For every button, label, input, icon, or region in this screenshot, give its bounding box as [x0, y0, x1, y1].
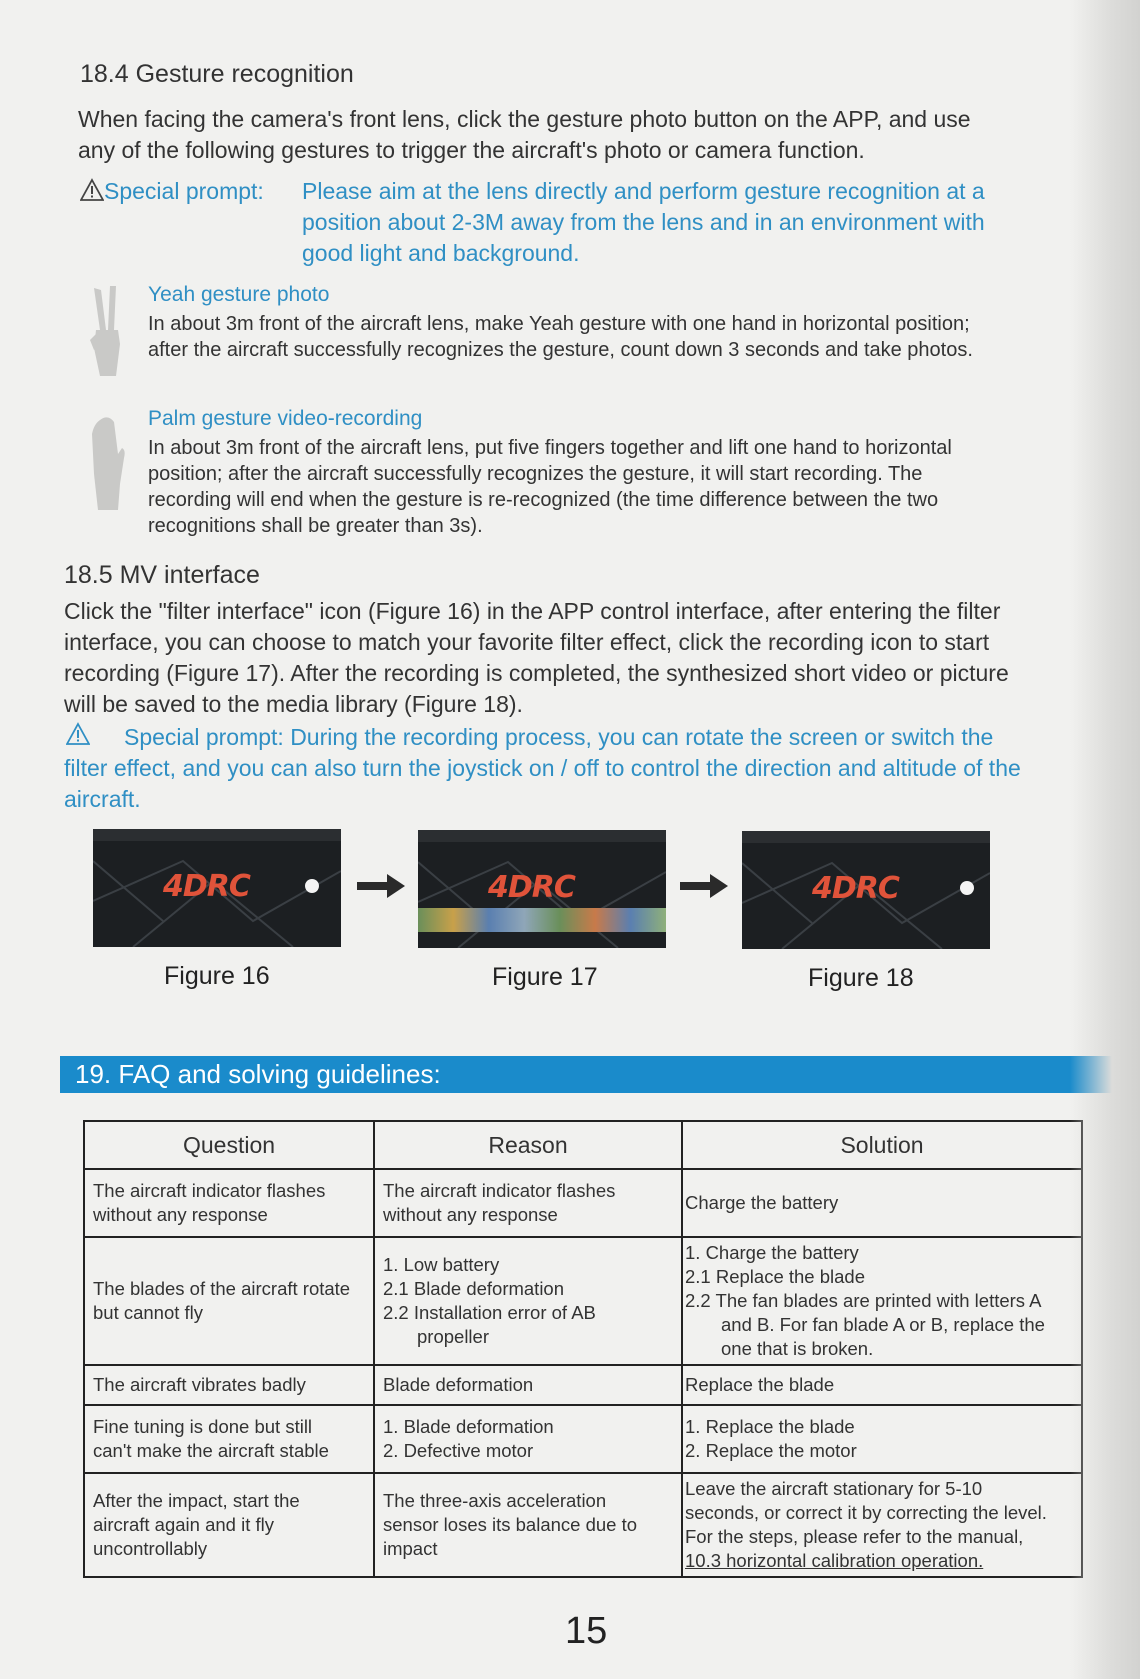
- table-row: [84, 1405, 1082, 1473]
- logo-4drc: 4DRC: [812, 871, 899, 906]
- question-cell: The blades of the aircraft rotate but cannot fly: [84, 1237, 374, 1365]
- header-reason: Reason: [374, 1121, 682, 1169]
- reason-cell: The aircraft indicator flashes without any response: [374, 1169, 682, 1237]
- prompt-label: Special prompt:: [104, 178, 264, 204]
- section-18-4-intro: When facing the camera's front lens, click the gesture photo button on the APP, and use any of the following gestures to trigger the aircraft's photo or camera function.: [78, 106, 971, 163]
- palm-gesture-text: In about 3m front of the aircraft lens, put five fingers together and lift one hand to horizontal position; after the aircraft successfully recognizes the gesture, it will start recording. The recording will end when the gesture is re-recognized (the time difference between the two recognitions shall be greater than 3s).: [148, 437, 952, 537]
- table-row: [84, 1473, 1082, 1577]
- header-solution: Solution: [682, 1121, 1082, 1169]
- table-row: [84, 1365, 1082, 1405]
- reason-cell: 1. Low battery 2.1 Blade deformation 2.2 Installation error of AB propeller: [374, 1237, 682, 1365]
- record-button-icon: [960, 881, 974, 895]
- header-question: Question: [84, 1121, 374, 1169]
- faq-header-row: [84, 1121, 1082, 1169]
- palm-gesture-title: Palm gesture video-recording: [148, 407, 423, 430]
- warning-icon: [80, 178, 104, 202]
- question-cell: Fine tuning is done but still can't make the aircraft stable: [84, 1405, 374, 1473]
- solution-cell: 1. Charge the battery 2.1 Replace the blade 2.2 The fan blades are printed with letters A and B. For fan blade A or B, replace the one that is broken.: [682, 1237, 1082, 1365]
- yeah-gesture-title: Yeah gesture photo: [148, 283, 330, 306]
- solution-cell: 1. Replace the blade 2. Replace the motor: [682, 1405, 1082, 1473]
- figure-16-image: [93, 829, 341, 947]
- page-number: 15: [565, 1610, 608, 1652]
- prompt-text-18-4: Please aim at the lens directly and perform gesture recognition at a position about 2-3M away from the lens and in an environment with good light and background.: [302, 178, 985, 266]
- reason-cell: The three-axis acceleration sensor loses its balance due to impact: [374, 1473, 682, 1577]
- solution-cell: Leave the aircraft stationary for 5-10 seconds, or correct it by correcting the level. For the steps, please refer to the manual, 10.3 horizontal calibration operation.: [682, 1473, 1082, 1577]
- yeah-gesture-icon: [86, 284, 128, 380]
- solution-cell: Charge the battery: [682, 1169, 1082, 1237]
- question-cell: The aircraft vibrates badly: [84, 1365, 374, 1405]
- section-18-5-title: 18.5 MV interface: [64, 561, 260, 589]
- reason-cell: 1. Blade deformation 2. Defective motor: [374, 1405, 682, 1473]
- figure-16-caption: Figure 16: [164, 962, 270, 990]
- reason-cell: Blade deformation: [374, 1365, 682, 1405]
- question-cell: The aircraft indicator flashes without any response: [84, 1169, 374, 1237]
- table-row: [84, 1237, 1082, 1365]
- logo-4drc: 4DRC: [488, 870, 575, 905]
- arrow-right-icon: [680, 874, 728, 898]
- section-18-4-title: 18.4 Gesture recognition: [80, 60, 354, 88]
- record-button-icon: [305, 879, 319, 893]
- special-prompt-18-5: Special prompt: During the recording process, you can rotate the screen or switch the filter effect, and you can also turn the joystick on / off to control the direction and altitude of the aircraft.: [64, 724, 1021, 812]
- arrow-right-icon: [357, 874, 405, 898]
- figure-18-caption: Figure 18: [808, 964, 914, 992]
- filter-strip: [418, 908, 666, 932]
- table-row: [84, 1169, 1082, 1237]
- question-cell: After the impact, start the aircraft again and it fly uncontrollably: [84, 1473, 374, 1577]
- page-edge-shadow: [1070, 0, 1140, 1679]
- faq-table: [83, 1120, 1083, 1578]
- figure-17-caption: Figure 17: [492, 963, 598, 991]
- solution-cell: Replace the blade: [682, 1365, 1082, 1405]
- figure-17-image: [418, 830, 666, 948]
- palm-gesture-icon: [86, 414, 128, 514]
- yeah-gesture-text: In about 3m front of the aircraft lens, make Yeah gesture with one hand in horizontal position; after the aircraft successfully recognizes the gesture, count down 3 seconds and take photos.: [148, 313, 973, 361]
- logo-4drc: 4DRC: [163, 869, 250, 904]
- figure-18-image: [742, 831, 990, 949]
- section-18-5-body: Click the "filter interface" icon (Figure 16) in the APP control interface, after entering the filter interface, you can choose to match your favorite filter effect, click the recording icon to start recording (Figure 17). After the recording is completed, the synthesized short video or picture will be saved to the media library (Figure 18).: [64, 598, 1009, 717]
- section-19-header: 19. FAQ and solving guidelines:: [60, 1056, 1115, 1093]
